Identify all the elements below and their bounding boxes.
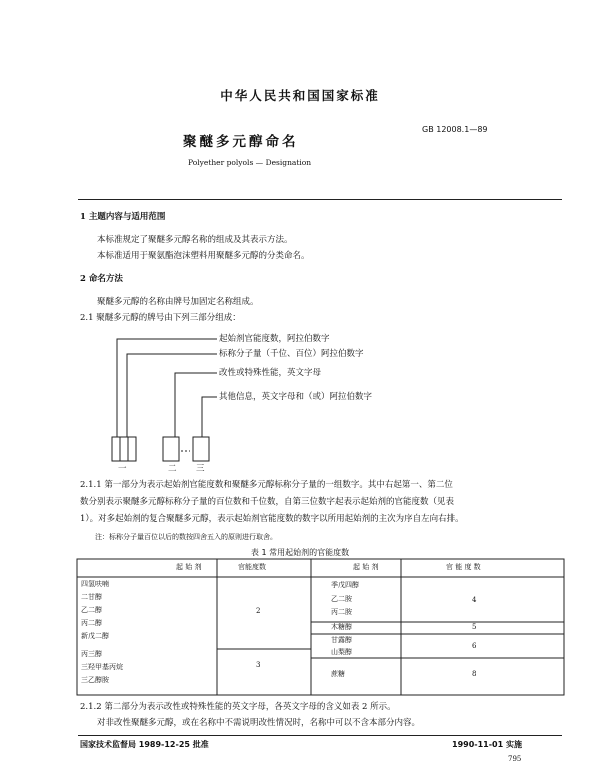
section-1-para-1: 本标准规定了聚醚多元醇名称的组成及其表示方法。: [97, 235, 293, 245]
diagram-label-4: 其他信息，英文字母和（或）阿拉伯数字: [219, 392, 373, 402]
standard-org: 中华人民共和国国家标准: [220, 88, 380, 103]
table-cell-left-starter: 四氢呋喃: [81, 580, 109, 588]
clause-2-1-1-line-2: 数分别表示聚醚多元醇标称分子量的百位数和千位数，自第三位数字起表示起始剂的官能度数（见表: [80, 497, 455, 507]
page-title: 聚醚多元醇命名: [183, 134, 299, 150]
diagram-label-1: 起始剂官能度数，阿拉伯数字: [219, 334, 330, 344]
leader-line-4: [202, 397, 217, 437]
table-cell-right-value: 5: [472, 623, 477, 631]
section-1-para-2: 本标准适用于聚氨酯泡沫塑料用聚醚多元醇的分类命名。: [97, 251, 310, 261]
letter-box: [163, 437, 179, 461]
clause-2-1: 2.1 聚醚多元醇的牌号由下列三部分组成：: [80, 313, 241, 323]
english-title: Polyether polyols — Designation: [188, 158, 312, 167]
table-cell-left-starter: 二甘醇: [81, 593, 102, 601]
table-cell-right-starter: 山梨醇: [331, 648, 352, 656]
section-2-para-1: 聚醚多元醇的名称由牌号加固定名称组成。: [97, 297, 259, 307]
info-box: [193, 437, 209, 461]
table-cell-left-starter: 乙二醇: [81, 606, 102, 614]
table-caption: 表 1 常用起始剂的官能度数: [250, 548, 350, 557]
table-header-left-functionality: 官能度数: [238, 563, 266, 571]
table-cell-right-value: 4: [472, 596, 477, 604]
table-cell-left-starter: 三乙醇胺: [81, 676, 109, 684]
table-header-right-functionality: 官 能 度 数: [446, 563, 481, 571]
clause-2-1-2-line-1: 2.1.2 第二部分为表示改性或特殊性能的英文字母，各英文字母的含义如表 2 所示。: [80, 702, 396, 712]
table-grid: [76, 558, 566, 698]
table-cell-right-value: 6: [472, 642, 477, 650]
table-cell-left-starter: 丙三醇: [81, 650, 102, 658]
digit-box-group-1: [112, 437, 136, 461]
table-cell-left-value: 2: [256, 607, 261, 615]
table-cell-left-value: 3: [256, 661, 261, 669]
table-header-left-starter: 起 始 剂: [176, 563, 202, 571]
clause-2-1-1-line-3: 1）。对多起始剂的复合聚醚多元醇，表示起始剂官能度数的数字以所用起始剂的主次为序自左向右排。: [80, 514, 464, 524]
part-label-3: 三: [196, 464, 205, 474]
leader-line-2: [127, 354, 217, 437]
header-rule: [78, 199, 562, 200]
footer-rule: [78, 735, 562, 736]
page-number: 795: [508, 755, 522, 763]
table-cell-right-starter: 乙二胺: [331, 595, 352, 603]
table-cell-right-starter: 丙二胺: [331, 608, 352, 616]
clause-2-1-2-line-2: 对非改性聚醚多元醇，或在名称中不需说明改性情况时，名称中可以不含本部分内容。: [97, 718, 421, 728]
table-cell-left-starter: 三羟甲基丙烷: [81, 663, 123, 671]
table-header-right-starter: 起 始 剂: [353, 563, 379, 571]
approval-date: 国家技术监督局 1989-12-25 批准: [80, 740, 209, 749]
part-label-1: 一: [118, 464, 127, 474]
table-cell-right-starter: 季戊四醇: [331, 581, 359, 589]
table-cell-right-starter: 蔗糖: [331, 670, 345, 678]
note: 注：标称分子量百位以后的数按四舍五入的原则进行取舍。: [95, 533, 277, 541]
section-1-heading: 1 主题内容与适用范围: [80, 212, 166, 222]
diagram-label-3: 改性或特殊性能，英文字母: [219, 368, 322, 378]
table-cell-left-starter: 丙二醇: [81, 619, 102, 627]
table-cell-right-starter: 木糖醇: [331, 623, 352, 631]
effective-date: 1990-11-01 实施: [452, 740, 522, 749]
leader-line-3: [175, 373, 217, 437]
section-2-heading: 2 命名方法: [80, 274, 123, 284]
table-cell-right-value: 8: [472, 670, 477, 678]
table-cell-right-starter: 甘露醇: [331, 636, 352, 644]
diagram-label-2: 标称分子量（千位、百位）阿拉伯数字: [219, 349, 364, 359]
clause-2-1-1-line-1: 2.1.1 第一部分为表示起始剂官能度数和聚醚多元醇标称分子量的一组数字。其中右起第一、第二位: [80, 480, 453, 490]
table-cell-left-starter: 新戊二醇: [81, 632, 109, 640]
part-label-2: 二: [168, 464, 177, 474]
standard-code: GB 12008.1—89: [422, 125, 488, 134]
